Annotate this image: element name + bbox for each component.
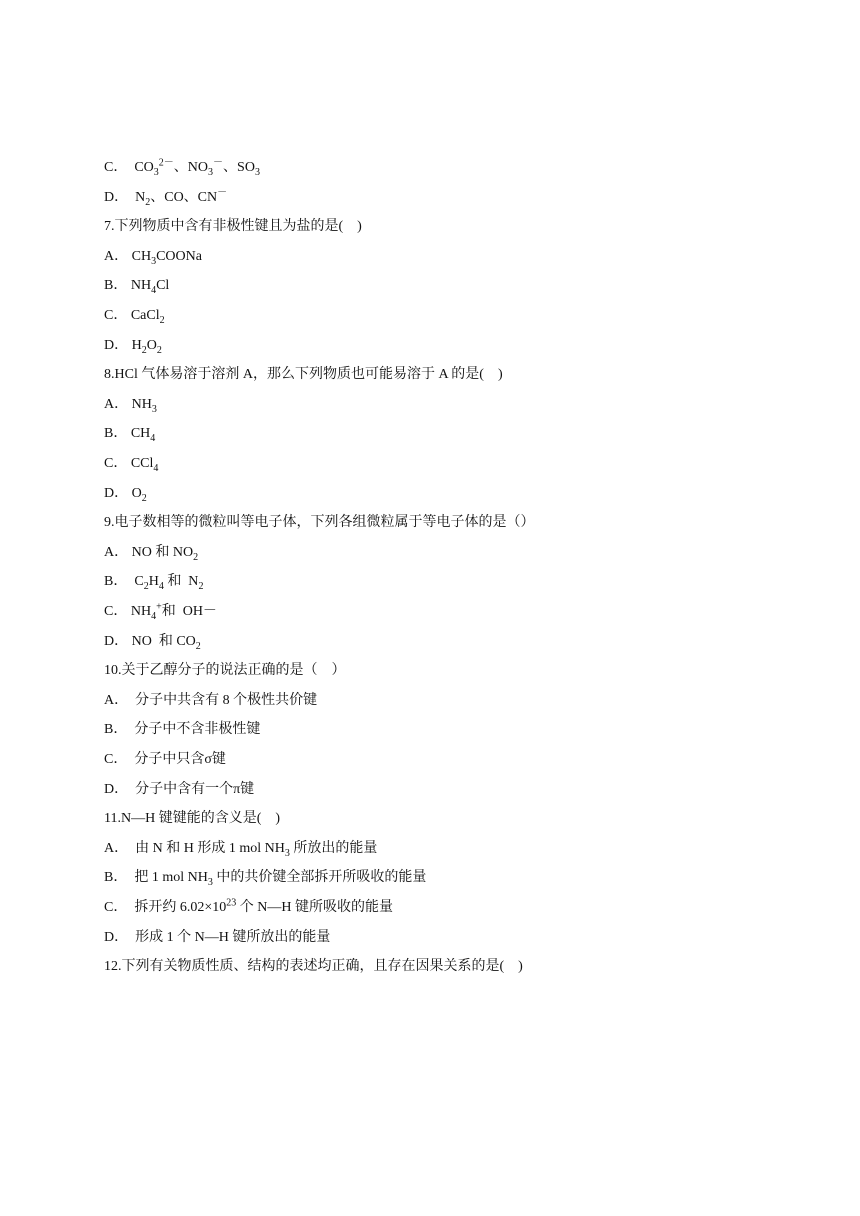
text-segment: C． CCl xyxy=(104,456,154,471)
text-segment: 、SO xyxy=(223,160,255,175)
text-segment: B． 把 1 mol NH xyxy=(104,870,208,886)
answer-option xyxy=(104,839,377,859)
answer-option xyxy=(104,750,226,770)
text-segment: A． 分子中共含有 8 个极性共价键 xyxy=(104,692,318,708)
answer-option xyxy=(104,424,155,444)
answer-option xyxy=(104,632,201,652)
superscript: 2－ xyxy=(158,157,174,169)
subscript: 3 xyxy=(254,166,260,178)
subscript: 4 xyxy=(158,581,164,593)
text-segment: D． 分子中含有一个π键 xyxy=(104,781,255,797)
subscript: 3 xyxy=(153,166,159,178)
subscript: 3 xyxy=(207,877,213,889)
answer-option xyxy=(104,780,254,800)
text-segment: 和 N xyxy=(163,574,199,590)
text-segment: 11.N—H 键键能的含义是( ) xyxy=(104,811,281,827)
text-segment: D． H xyxy=(104,337,142,353)
answer-option xyxy=(104,158,260,178)
subscript: 3 xyxy=(284,847,290,859)
text-segment: D． 形成 1 个 N—H 键所放出的能量 xyxy=(104,929,331,945)
answer-option xyxy=(104,868,426,888)
text-segment: 7.下列物质中含有非极性键且为盐的是( ) xyxy=(104,219,362,235)
answer-option xyxy=(104,276,169,296)
text-segment: B． NH xyxy=(104,278,152,294)
text-segment: A． NH xyxy=(104,396,152,412)
answer-option xyxy=(104,720,260,740)
subscript: 3 xyxy=(208,166,214,178)
text-segment: D． N xyxy=(104,189,146,205)
superscript: + xyxy=(156,601,162,613)
answer-option xyxy=(104,336,162,356)
answer-option xyxy=(104,928,330,948)
subscript: 2 xyxy=(143,581,149,593)
text-segment: A． CH xyxy=(104,248,152,264)
text-segment: 中的共价键全部拆开所吸收的能量 xyxy=(212,870,427,886)
text-segment: Cl xyxy=(156,278,170,294)
answer-option xyxy=(104,602,217,622)
text-segment: COONa xyxy=(156,248,202,264)
subscript: 2 xyxy=(156,344,162,356)
subscript: 2 xyxy=(141,492,147,504)
text-segment: B． CH xyxy=(104,426,151,442)
text-segment: 个 N—H 键所吸收的能量 xyxy=(236,900,393,915)
question-stem xyxy=(104,661,346,681)
text-segment: 8.HCl 气体易溶于溶剂 A，那么下列物质也可能易溶于 A 的是( ) xyxy=(104,367,503,383)
subscript: 2 xyxy=(159,314,165,326)
text-segment: C． 分子中只含σ键 xyxy=(104,752,226,767)
question-stem xyxy=(104,365,503,385)
answer-option xyxy=(104,395,157,415)
answer-option xyxy=(104,898,393,918)
text-segment: 9.电子数相等的微粒叫等电子体，下列各组微粒属于等电子体的是（） xyxy=(104,515,535,531)
superscript: － xyxy=(217,186,228,198)
subscript: 4 xyxy=(151,610,157,622)
text-segment: B． 分子中不含非极性键 xyxy=(104,722,261,738)
text-segment: 12.下列有关物质性质、结构的表述均正确，且存在因果关系的是( ) xyxy=(104,959,523,975)
text-segment: D． O xyxy=(104,485,142,501)
text-segment: 所放出的能量 xyxy=(289,840,378,856)
answer-option xyxy=(104,691,317,711)
answer-option xyxy=(104,572,203,592)
subscript: 4 xyxy=(153,462,159,474)
answer-option xyxy=(104,484,147,504)
subscript: 2 xyxy=(195,640,201,652)
subscript: 3 xyxy=(151,255,157,267)
text-segment: A． 由 N 和 H 形成 1 mol NH xyxy=(104,840,285,856)
text-segment: C． NH xyxy=(104,604,152,619)
text-segment: 、CO、CN xyxy=(150,189,218,205)
text-segment: A． NO 和 NO xyxy=(104,544,194,560)
text-segment: 、NO xyxy=(173,160,209,175)
answer-option xyxy=(104,306,165,326)
subscript: 2 xyxy=(145,196,151,208)
question-stem xyxy=(104,217,362,237)
text-segment: 和 OH－ xyxy=(161,604,217,619)
answer-option xyxy=(104,543,198,563)
subscript: 4 xyxy=(150,433,156,445)
answer-option xyxy=(104,454,158,474)
subscript: 4 xyxy=(151,285,157,297)
text-segment: C． 拆开约 6.02×10 xyxy=(104,900,227,915)
text-segment: C． CaCl xyxy=(104,308,160,323)
question-stem xyxy=(104,513,535,533)
subscript: 2 xyxy=(193,551,199,563)
subscript: 3 xyxy=(151,403,157,415)
subscript: 2 xyxy=(198,581,204,593)
question-stem xyxy=(104,809,280,829)
answer-option xyxy=(104,188,227,208)
text-segment: B． C xyxy=(104,574,144,590)
text-segment: O xyxy=(146,337,157,353)
subscript: 2 xyxy=(141,344,147,356)
text-segment: D． NO 和 CO xyxy=(104,633,196,649)
question-stem xyxy=(104,957,523,977)
superscript: 23 xyxy=(226,897,237,909)
text-segment: C． CO xyxy=(104,160,154,175)
superscript: － xyxy=(213,157,224,169)
text-segment: 10.关于乙醇分子的说法正确的是（ ） xyxy=(104,663,346,679)
text-segment: H xyxy=(148,574,159,590)
answer-option xyxy=(104,247,202,267)
